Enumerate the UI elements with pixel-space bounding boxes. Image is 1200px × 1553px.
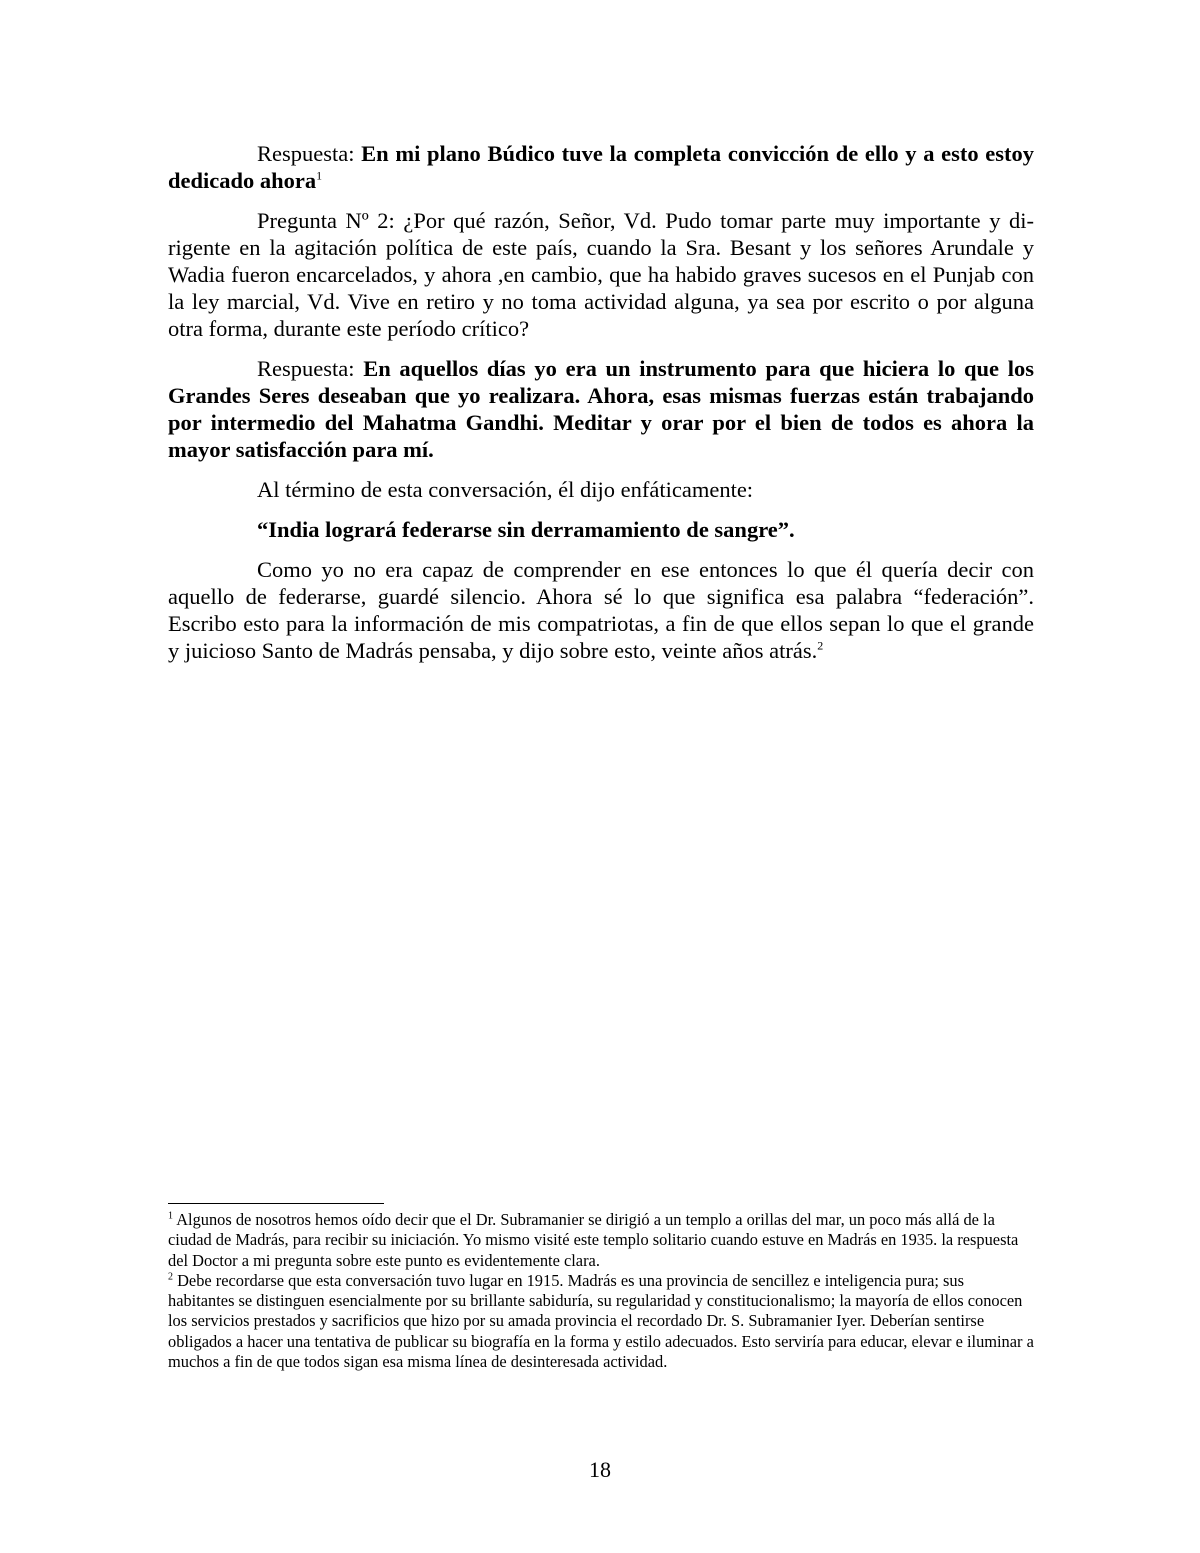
footnote-2	[168, 1271, 1034, 1372]
closing-text: Como yo no era capaz de comprender en ese entonces lo que él quería decir con aquello de federarse, guardé silencio. Ahora sé lo que significa esa palabra “federación”. Escribo esto para la información de mis compatriotas, a fin de que ellos sepan lo que el grande y juicioso Santo de Madrás pensaba, y dijo sobre esto, veinte años atrás.	[168, 557, 1034, 663]
paragraph-quote	[168, 516, 1034, 543]
footnotes	[168, 1210, 1034, 1372]
footnote-ref-2[interactable]: 2	[817, 638, 824, 653]
page-number: 18	[589, 1457, 611, 1482]
footnote-text: Algunos de nosotros hemos oído decir que el Dr. Subramanier se dirigió a un templo a orillas del mar, un poco más allá de la ciudad de Madrás, para recibir su iniciación. Yo mismo visité este templo solitario cuando estuve en Madrás en 1935. la respuesta del Doctor a mi pregunta sobre este punto es evidentemente clara.	[168, 1210, 1019, 1270]
paragraph-question-2: Pregunta Nº 2: ¿Por qué razón, Señor, Vd. Pudo tomar parte muy importante y dirigente en la agitación política de este país, cuando la Sra. Besant y los señores Arundale y Wadia fueron encarcelados, y ahora ,en cambio, que ha habido graves sucesos en el Punjab con la ley marcial, Vd. Vive en retiro y no toma actividad alguna, ya sea por escrito o por alguna otra forma, durante este período crítico?	[168, 208, 1034, 341]
answer-label: Respuesta:	[257, 141, 362, 166]
answer-text: En aquellos días yo era un instrumento para que hiciera lo que los Grandes Seres deseaban que yo realizara. Ahora, esas mismas fuerzas están trabajando por intermedio del Mahatma Gandhi. Meditar y orar por el bien de todos es ahora la mayor satisfacción para mí.	[168, 356, 1035, 462]
paragraph-answer-2	[168, 355, 1034, 463]
footnote-marker: 2	[168, 1271, 173, 1283]
quote-text: “India logrará federarse sin derramamiento de sangre”.	[257, 517, 795, 542]
footnote-1	[168, 1210, 1034, 1271]
footnote-separator	[168, 1203, 384, 1204]
paragraph-answer-1	[168, 140, 1034, 194]
paragraph-conversation-end: Al término de esta conversación, él dijo enfáticamente:	[257, 477, 754, 502]
footnote-text: Debe recordarse que esta conversación tuvo lugar en 1915. Madrás es una provincia de sencillez e inteligencia pura; sus habitantes se distinguen esencialmente por su brillante sabiduría, su regularidad y constitucionalismo; la mayoría de ellos conocen los servicios prestados y sacrificios que hizo por su amada provincia el recordado Dr. S. Subramanier Iyer. Deberían sentirse obligados a hacer una tentativa de publicar su biografía en la forma y estilo adecuados. Esto serviría para educar, elevar e iluminar a muchos a fin de que todos sigan esa misma línea de desinteresada actividad.	[168, 1270, 1034, 1372]
body-text	[168, 140, 1034, 677]
answer-label: Respuesta:	[257, 356, 364, 381]
footnote-ref-1[interactable]: 1	[316, 168, 323, 183]
footnote-marker: 1	[168, 1210, 173, 1222]
paragraph-closing	[168, 556, 1034, 664]
answer-text: En mi plano Búdico tuve la completa convicción de ello y a esto estoy dedicado ahora	[168, 141, 1035, 193]
